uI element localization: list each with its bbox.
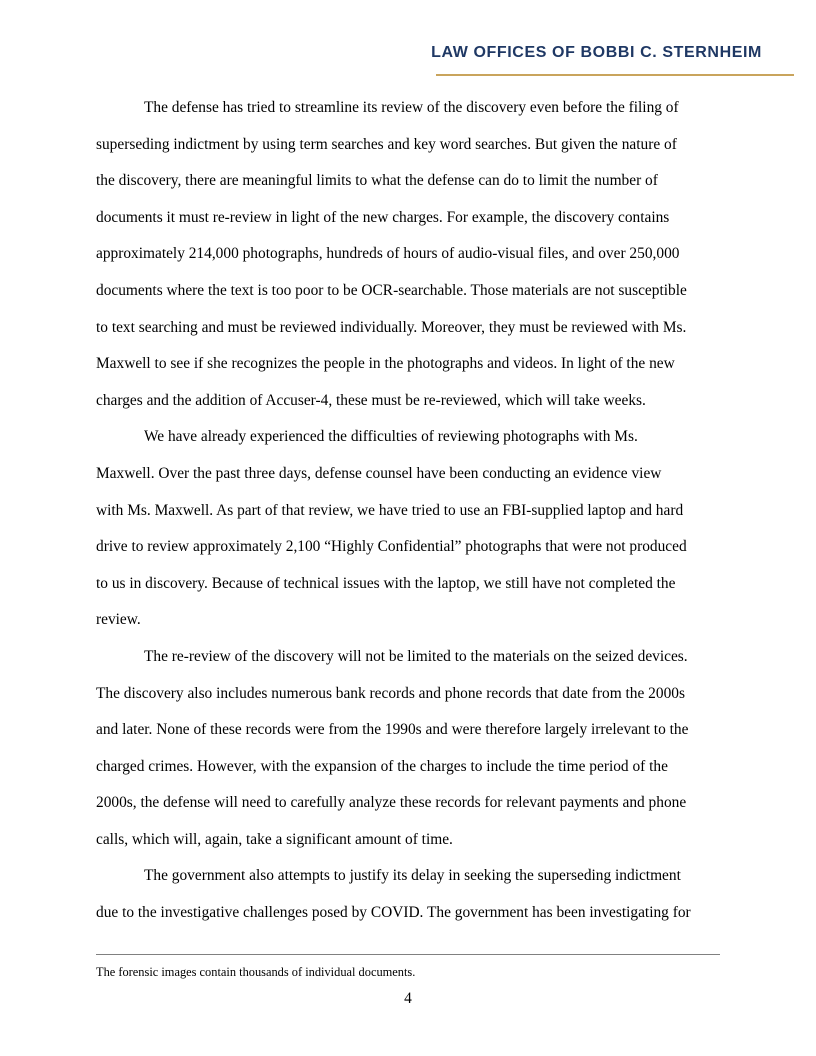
text-line: 2000s, the defense will need to carefully analyze these records for relevant payments and phone [96,794,687,812]
text-line: The defense has tried to streamline its review of the discovery even before the filing of [144,99,679,116]
text-line: The discovery also includes numerous bank records and phone records that date from the 2000s [96,684,685,702]
text-line: calls, which will, again, take a significant amount of time. [96,830,453,848]
letterhead-divider [436,74,794,76]
text-line: with Ms. Maxwell. As part of that review, we have tried to use an FBI-supplied laptop and hard [96,501,684,519]
paragraph [96,639,720,859]
text-line: Maxwell to see if she recognizes the people in the photographs and videos. In light of the new [96,355,675,373]
text-line: due to the investigative challenges posed by COVID. The government has been investigating for [96,904,691,922]
document-body [96,90,720,932]
page-number: 4 [404,990,412,1007]
paragraph [96,858,720,931]
text-line: The re-review of the discovery will not be limited to the materials on the seized devices. [144,647,688,665]
text-line: superseding indictment by using term searches and key word searches. But given the nature of [96,135,677,153]
text-line: documents it must re-review in light of the new charges. For example, the discovery contains [96,208,670,226]
text-line: charges and the addition of Accuser-4, these must be re-reviewed, which will take weeks. [96,391,646,409]
text-line: review. [96,611,141,629]
paragraph [96,90,720,419]
text-line: to us in discovery. Because of technical issues with the laptop, we still have not completed the [96,574,676,592]
paragraph [96,419,720,639]
text-line: drive to review approximately 2,100 “Highly Confidential” photographs that were not produced [96,538,687,556]
text-line: approximately 214,000 photographs, hundreds of hours of audio-visual files, and over 250,000 [96,245,680,263]
text-line: to text searching and must be reviewed individually. Moreover, they must be reviewed with Ms. [96,318,687,336]
text-line: charged crimes. However, with the expansion of the charges to include the time period of the [96,757,668,775]
text-line: The government also attempts to justify its delay in seeking the superseding indictment [144,867,681,885]
footnote: The forensic images contain thousands of individual documents. [96,965,416,979]
text-line: the discovery, there are meaningful limits to what the defense can do to limit the number of [96,172,658,190]
text-line: documents where the text is too poor to be OCR-searchable. Those materials are not susceptible [96,281,687,299]
text-line: and later. None of these records were from the 1990s and were therefore largely irrelevant to the [96,721,689,739]
letterhead-firm-name: LAW OFFICES OF BOBBI C. STERNHEIM [431,44,762,61]
footnote-divider [96,954,720,955]
text-line: Maxwell. Over the past three days, defense counsel have been conducting an evidence view [96,464,662,482]
text-line: We have already experienced the difficulties of reviewing photographs with Ms. [144,428,638,446]
